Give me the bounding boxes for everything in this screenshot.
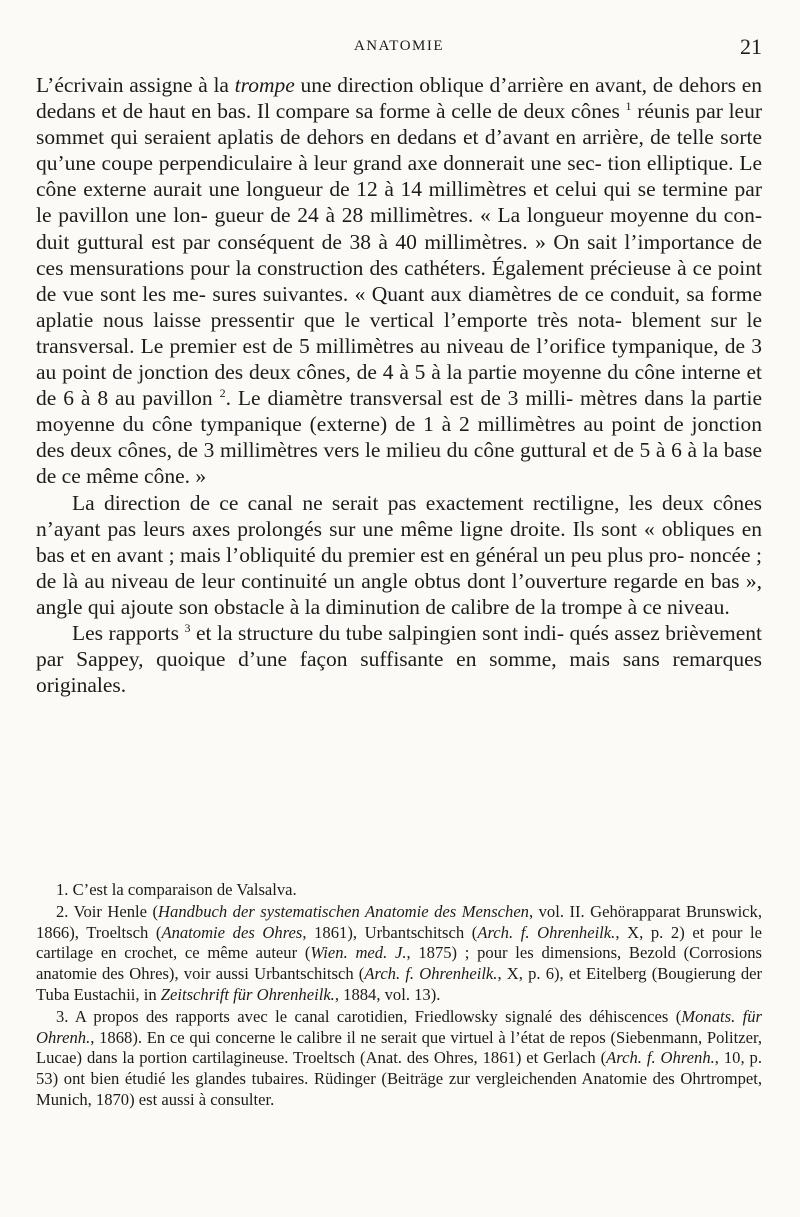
footnote-2-text: 2. Voir Henle ( <box>56 901 159 921</box>
paragraph-1-text-d: . Le diamètre transversal est de 3 milli- mètres dans la partie moyenne du cône tympanique (externe) de 1 à 2 millimètres au point de jonction des deux cônes, de 3 millimètres vers le milieu du cône guttural et de 5 à 6 à la base de ce même cône. » <box>36 386 762 489</box>
footnote-2 <box>36 902 762 1006</box>
footnote-3-text: 3. A propos des rapports avec le canal carotidien, Friedlowsky signalé des déhiscences ( <box>56 1006 682 1026</box>
footnote-2-italic: Arch. f. Ohrenheilk. <box>364 964 498 984</box>
footnote-3-italic: Monats. für Ohrenh. <box>36 1006 762 1047</box>
footnote-2-italic: Handbuch der systematischen Anatomie des Menschen <box>158 901 529 921</box>
footnote-3-italic: Arch. f. Ohrenh. <box>606 1048 715 1068</box>
body-text <box>36 72 762 698</box>
footnote-1: 1. C’est la comparaison de Valsalva. <box>56 880 297 899</box>
footnote-ref-1: 1 <box>625 99 632 114</box>
paragraph-1 <box>36 72 762 490</box>
footnote-2-italic: Arch. f. Ohrenheilk. <box>477 922 616 942</box>
footnote-2-italic: Zeitschrift für Ohrenheilk. <box>160 984 335 1004</box>
footnote-2-text: , vol. II. Gehörapparat Brunswick, 1866), Troeltsch ( <box>36 901 762 942</box>
running-head-title: ANATOMIE <box>353 38 445 54</box>
footnote-2-text: , 1861), Urbantschitsch ( <box>302 922 478 942</box>
footnote-2-italic: Wien. med. J. <box>310 943 407 963</box>
footnotes <box>36 880 762 1112</box>
footnote-3-text: , 10, p. 53) ont bien étudié les glandes tubaires. Rüdinger (Beiträge zur vergleichenden Anatomie des Ohrtrompet, Munich, 1870) est aussi à consulter. <box>36 1048 762 1109</box>
footnote-3-text: , 1868). En ce qui concerne le calibre il ne serait que virtuel à l’état de repos (Siebenmann, Politzer, Lucae) dans la portion cartilagineuse. Troeltsch (Anat. des Ohres, 1861) et Gerlach ( <box>36 1027 762 1068</box>
footnote-3 <box>36 1007 762 1111</box>
running-head <box>36 34 762 58</box>
footnote-ref-2: 2 <box>219 386 226 401</box>
paragraph-2: La direction de ce canal ne serait pas exactement rectiligne, les deux cônes n’ayant pas leurs axes prolongés sur une même ligne droite. Ils sont « obliques en bas et en avant ; mais l’obliquité du premier est en général un peu plus pro- noncée ; de là au niveau de leur continuité un angle obtus dont l’ouverture regarde en bas », angle qui ajoute son obstacle à la diminution de calibre de la trompe à ce niveau. <box>36 490 762 619</box>
paragraph-3-text-b: et la structure du tube salpingien sont indi- qués assez brièvement par Sappey, quoique d’une façon suffisante en somme, mais sans remarques originales. <box>36 620 762 698</box>
paragraph-1-text-b: une direction oblique d’arrière en avant, de dehors en dedans et de haut en bas. Il compare sa forme à celle de deux cônes <box>36 73 763 124</box>
page-number: 21 <box>740 34 762 59</box>
paragraph-3 <box>36 620 762 698</box>
footnote-2-text: , X, p. 6), et Eitelberg (Bougierung der Tuba Eustachii, in <box>36 964 763 1004</box>
paragraph-1-text-c: réunis par leur sommet qui seraient aplatis de dehors en dedans et d’avant en arrière, de telle sorte qu’une coupe perpendiculaire à leur grand axe donnerait une sec- tion elliptique. Le cône externe aurait une longueur de 12 à 14 millimètres et celui qui se termine par le pavillon une lon- gueur de 24 à 28 millimètres. « La longueur moyenne du con- duit guttural est par conséquent de 38 à 40 millimètres. » On sait l’importance de ces mensurations pour la construction des cathéters. Également précieuse à ce point de vue sont les me- sures suivantes. « Quant aux diamètres de ce conduit, sa forme aplatie nous laisse pressentir que le vertical l’emporte très nota- blement sur le transversal. Le premier est de 5 millimètres au niveau de l’orifice tympanique, de 3 au point de jonction des deux cônes, de 4 à 5 à la partie moyenne du cône interne et de 6 à 8 au pavillon <box>36 99 762 411</box>
paragraph-1-italic-trompe: trompe <box>234 73 295 97</box>
footnote-2-text: , X, p. 2) et pour le cartilage en crochet, ce même auteur ( <box>36 922 762 963</box>
footnote-2-text: , 1875) ; pour les dimensions, Bezold (Corrosions anatomie des Ohres), voir aussi Urbantschitsch ( <box>36 943 763 984</box>
footnote-ref-3: 3 <box>184 620 191 635</box>
paragraph-3-text-a: Les rapports <box>72 620 185 645</box>
footnote-2-italic: Anatomie des Ohres <box>161 922 303 942</box>
paragraph-1-text-a: L’écrivain assigne à la <box>36 73 235 97</box>
footnote-2-text: , 1884, vol. 13). <box>334 984 441 1004</box>
